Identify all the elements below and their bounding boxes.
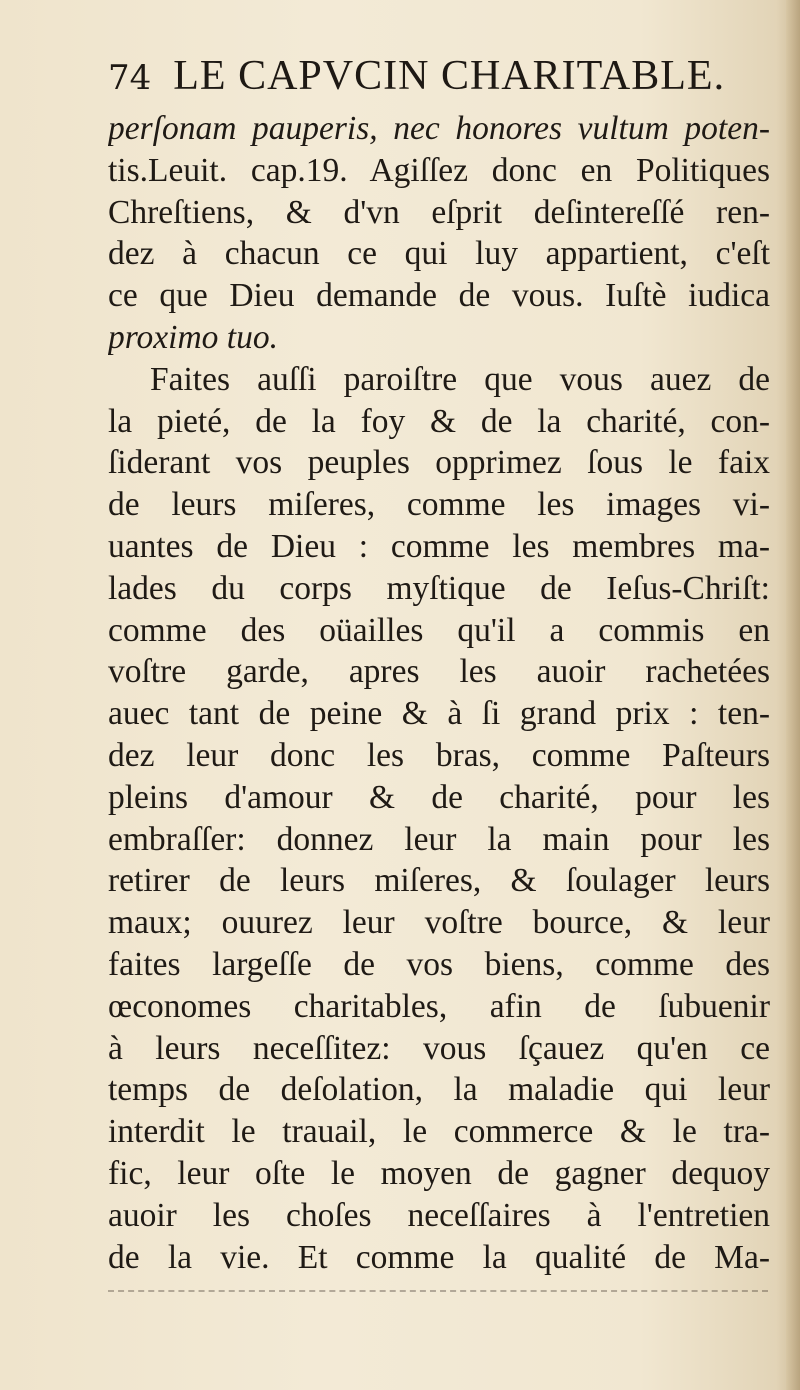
text-line: ce que Dieu demande de vous. Iuſtè iudica <box>108 277 770 315</box>
text-line: lades du corps myſtique de Ieſus-Chriſt: <box>108 569 770 607</box>
text-line: ſiderant vos peuples opprimez ſous le faix <box>108 444 770 482</box>
text-line: faites largeſſe de vos biens, comme des <box>108 945 770 983</box>
text-line: pleins d'amour & de charité, pour les <box>108 778 770 816</box>
text-line: œconomes charitables, afin de ſubuenir <box>108 987 770 1025</box>
bottom-rule <box>108 1290 768 1294</box>
text-line: embraſſer: donnez leur la main pour les <box>108 820 770 858</box>
text-line: comme des oüailles qu'il a commis en <box>108 611 770 649</box>
page-header <box>108 52 768 104</box>
body-text <box>108 108 770 1278</box>
text-line: proximo tuo. <box>108 318 278 356</box>
text-line: dez leur donc les bras, comme Paſteurs <box>108 736 770 774</box>
page-edge <box>786 0 800 1390</box>
text-line: retirer de leurs miſeres, & ſoulager leurs <box>108 862 770 900</box>
text-line: temps de deſolation, la maladie qui leur <box>108 1071 770 1109</box>
text-line: Faites auſſi paroiſtre que vous auez de <box>150 360 770 398</box>
text-line: voſtre garde, apres les auoir rachetées <box>108 653 770 691</box>
text-line: de la vie. Et comme la qualité de Ma- <box>108 1238 770 1276</box>
text-line: auoir les choſes neceſſaires à l'entretien <box>108 1196 770 1234</box>
running-title: LE CAPVCIN CHARITABLE. <box>173 53 726 99</box>
text-line: la pieté, de la foy & de la charité, con- <box>108 402 770 440</box>
text-line: interdit le trauail, le commerce & le tra- <box>108 1113 770 1151</box>
text-line: auec tant de peine & à ſi grand prix : ten- <box>108 695 770 733</box>
text-line: tis.Leuit. cap.19. Agiſſez donc en Politiques <box>108 151 770 189</box>
page-number: 74 <box>108 58 152 98</box>
text-line: uantes de Dieu : comme les membres ma- <box>108 527 770 565</box>
text-line: maux; ouurez leur voſtre bource, & leur <box>108 904 770 942</box>
text-line: fic, leur oſte le moyen de gagner dequoy <box>108 1154 770 1192</box>
text-line: à leurs neceſſitez: vous ſçauez qu'en ce <box>108 1029 770 1067</box>
text-line: dez à chacun ce qui luy appartient, c'eſt <box>108 235 770 273</box>
text-line: perſonam pauperis, nec honores vultum poten- <box>108 110 770 147</box>
text-line: Chreſtiens, & d'vn eſprit deſintereſſé ren- <box>108 193 770 231</box>
text-line: de leurs miſeres, comme les images vi- <box>108 486 770 524</box>
